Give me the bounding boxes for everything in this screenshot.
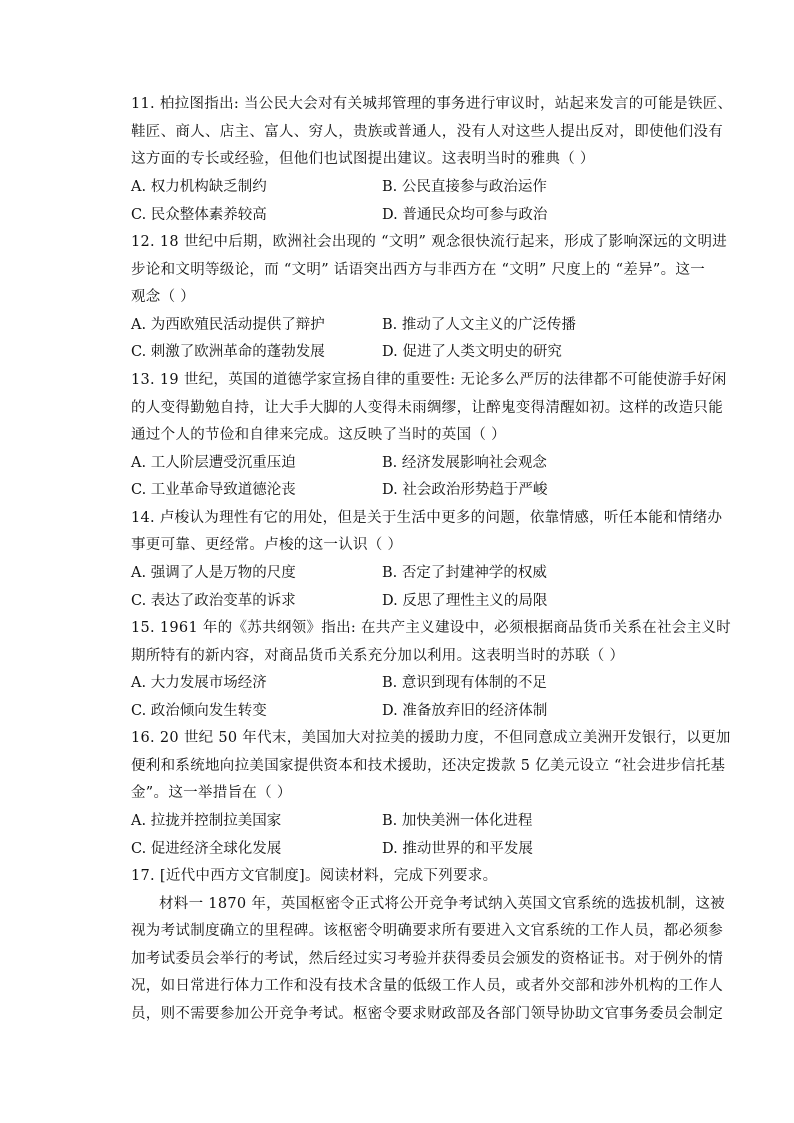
option-c[interactable]: C. 工业革命导致道德沦丧 <box>131 482 296 498</box>
option-c[interactable]: C. 表达了政治变革的诉求 <box>131 593 296 609</box>
option-c[interactable]: C. 促进经济全球化发展 <box>131 841 282 857</box>
question-text-line: 这方面的专长或经验，但他们也试图提出建议。这表明当时的雅典（ ） <box>131 151 595 167</box>
question-text-line: 通过个人的节俭和自律来完成。这反映了当时的英国（ ） <box>131 427 506 443</box>
question-text-line: 观念（ ） <box>131 289 196 305</box>
material-text-line: 员，则不需要参加公开竞争考试。枢密令要求财政部及各部门领导协助文官事务委员会制定 <box>131 1006 723 1022</box>
question-text-line: 14. 卢梭认为理性有它的用处，但是关于生活中更多的问题，依靠情感，听任本能和情绪办 <box>131 510 723 526</box>
option-b[interactable]: B. 推动了人文主义的广泛传播 <box>382 317 576 333</box>
question-text-line: 金”。这一举措旨在（ ） <box>131 785 292 801</box>
option-a[interactable]: A. 工人阶层遭受沉重压迫 <box>131 455 296 471</box>
option-b[interactable]: B. 经济发展影响社会观念 <box>382 455 547 471</box>
question-text-line: 步论和文明等级论，而 “文明” 话语突出西方与非西方在 “文明” 尺度上的 “差异”。这一 <box>131 262 706 278</box>
option-a[interactable]: A. 为西欧殖民活动提供了辩护 <box>131 317 325 333</box>
option-d[interactable]: D. 推动世界的和平发展 <box>382 841 533 857</box>
option-b[interactable]: B. 意识到现有体制的不足 <box>382 675 547 691</box>
option-c[interactable]: C. 政治倾向发生转变 <box>131 703 267 719</box>
question-text-line: 16. 20 世纪 50 年代末，美国加大对拉美的援助力度，不但同意成立美洲开发银行，以更加 <box>131 730 731 746</box>
option-d[interactable]: D. 促进了人类文明史的研究 <box>382 344 562 360</box>
material-text-line: 视为考试制度确立的里程碑。该枢密令明确要求所有要进入文官系统的工作人员，都必须参 <box>131 923 723 939</box>
option-a[interactable]: A. 强调了人是万物的尺度 <box>131 565 296 581</box>
option-b[interactable]: B. 否定了封建神学的权威 <box>382 565 547 581</box>
option-c[interactable]: C. 民众整体素养较高 <box>131 207 267 223</box>
option-a[interactable]: A. 拉拢并控制拉美国家 <box>131 813 282 829</box>
option-a[interactable]: A. 大力发展市场经济 <box>131 675 267 691</box>
option-d[interactable]: D. 准备放弃旧的经济体制 <box>382 703 548 719</box>
question-heading: 17. [近代中西方文官制度]。阅读材料，完成下列要求。 <box>131 868 498 884</box>
question-text-line: 13. 19 世纪，英国的道德学家宣扬自律的重要性: 无论多么严厉的法律都不可能使游手好闲 <box>131 372 727 388</box>
option-d[interactable]: D. 社会政治形势趋于严峻 <box>382 482 548 498</box>
option-d[interactable]: D. 普通民众均可参与政治 <box>382 207 548 223</box>
question-text-line: 鞋匠、商人、店主、富人、穷人，贵族或普通人，没有人对这些人提出反对，即使他们没有 <box>131 124 723 140</box>
option-b[interactable]: B. 公民直接参与政治运作 <box>382 179 547 195</box>
question-text-line: 的人变得勤勉自持，让大手大脚的人变得未雨绸缪，让醉鬼变得清醒如初。这样的改造只能 <box>131 400 723 416</box>
question-text-line: 便利和系统地向拉美国家提供资本和技术援助，还决定拨款 5 亿美元设立 “社会进步信托基 <box>131 758 726 774</box>
question-text-line: 11. 柏拉图指出: 当公民大会对有关城邦管理的事务进行审议时，站起来发言的可能是铁匠、 <box>131 96 733 112</box>
material-text-line: 况，如日常进行体力工作和没有技术含量的低级工作人员，或者外交部和涉外机构的工作人 <box>131 978 723 994</box>
question-text-line: 期所特有的新内容，对商品货币关系充分加以利用。这表明当时的苏联（ ） <box>131 648 625 664</box>
question-text-line: 15. 1961 年的《苏共纲领》指出: 在共产主义建设中，必须根据商品货币关系在社会主义时 <box>131 620 731 636</box>
option-d[interactable]: D. 反思了理性主义的局限 <box>382 593 548 609</box>
option-c[interactable]: C. 刺激了欧洲革命的蓬勃发展 <box>131 344 325 360</box>
option-b[interactable]: B. 加快美洲一体化进程 <box>382 813 533 829</box>
question-text-line: 12. 18 世纪中后期，欧洲社会出现的 “文明” 观念很快流行起来，形成了影响深远的文明进 <box>131 234 728 250</box>
material-text-line: 加考试委员会举行的考试，然后经过实习考验并获得委员会颁发的资格证书。对于例外的情 <box>131 951 723 967</box>
material-text-line: 材料一 1870 年，英国枢密令正式将公开竞争考试纳入英国文官系统的选拔机制，这被 <box>159 896 725 912</box>
option-a[interactable]: A. 权力机构缺乏制约 <box>131 179 267 195</box>
question-text-line: 事更可靠、更经常。卢梭的这一认识（ ） <box>131 537 403 553</box>
